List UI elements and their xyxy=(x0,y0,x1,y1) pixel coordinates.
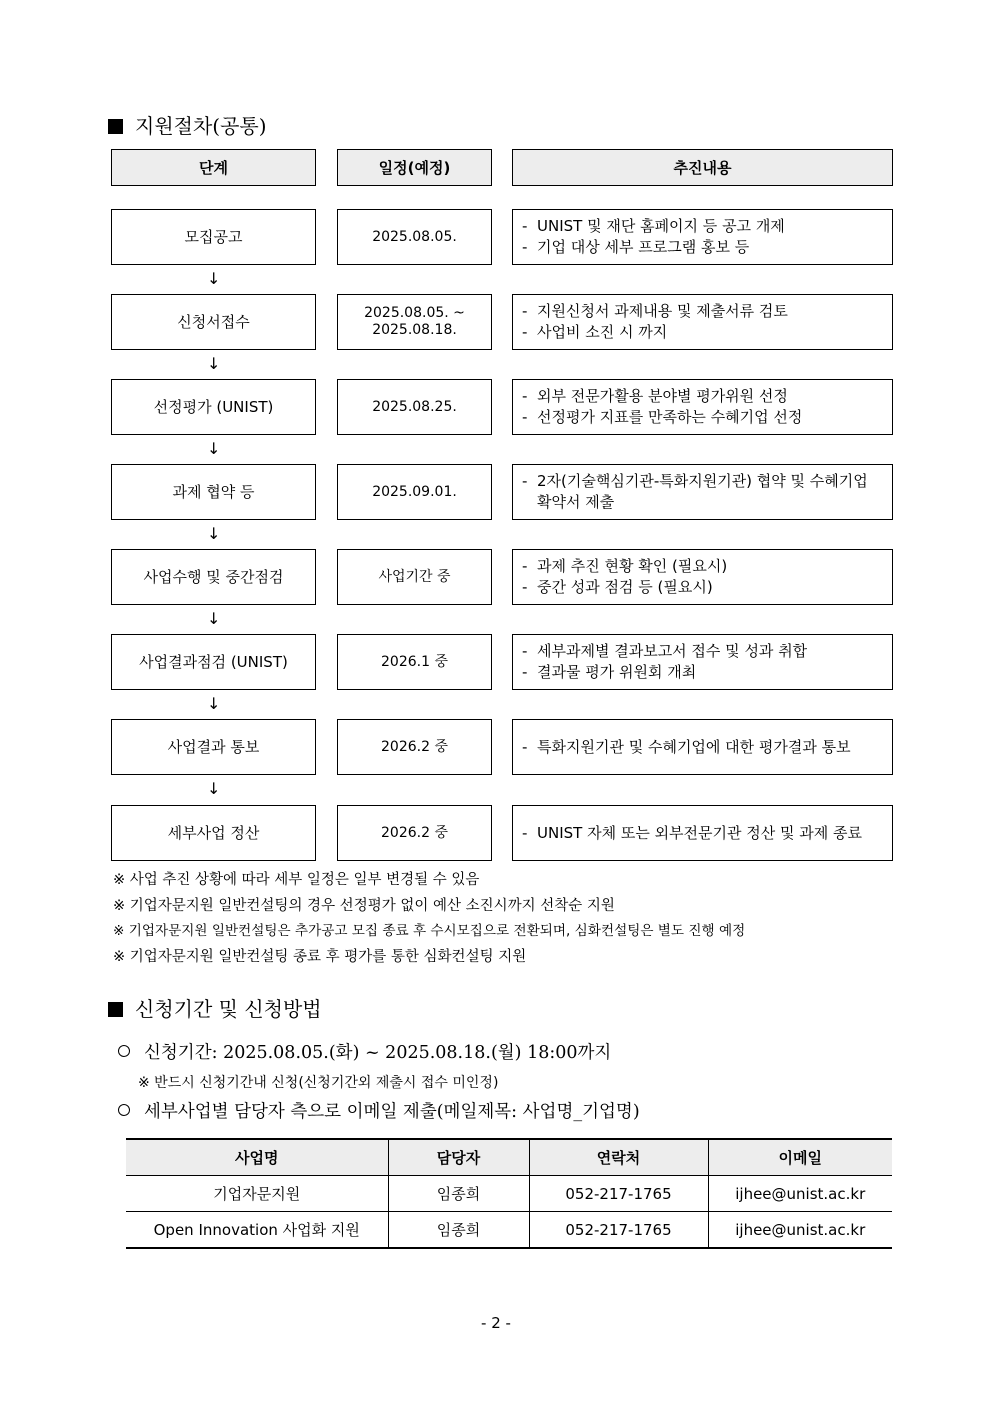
step-content-line: 과제 추진 현황 확인 (필요시) xyxy=(537,557,728,575)
step-date-line: 2026.1 중 xyxy=(381,653,448,670)
program-name-cell: Open Innovation 사업화 지원 xyxy=(126,1212,388,1249)
section-title-procedure xyxy=(108,114,267,138)
table-row xyxy=(126,1212,892,1249)
step-date-line: 2025.08.05. ~ xyxy=(364,305,465,321)
step-date-line: 사업기간 중 xyxy=(378,568,451,585)
step-stage: 사업결과점검 (UNIST) xyxy=(111,634,316,690)
step-date xyxy=(337,294,492,350)
step-content: - UNIST 및 재단 홈페이지 등 공고 개제 - 기업 대상 세부 프로그램 홍보 등 xyxy=(512,209,893,265)
step-date-line: 2025.08.05. xyxy=(372,228,457,245)
step-date xyxy=(337,805,492,861)
step-content-line: 기업 대상 세부 프로그램 홍보 등 xyxy=(537,238,750,256)
circle-bullet-icon xyxy=(118,1104,130,1116)
application-method-text: 세부사업별 담당자 측으로 이메일 제출(메일제목: 사업명_기업명) xyxy=(144,1102,640,1122)
step-content-line: 2자(기술핵심기관-특화지원기관) 협약 및 수혜기업 확약서 제출 xyxy=(537,472,868,511)
step-content-line: 선정평가 지표를 만족하는 수혜기업 선정 xyxy=(537,408,803,426)
step-date xyxy=(337,464,492,520)
step-content: - 지원신청서 과제내용 및 제출서류 검토 - 사업비 소진 시 까지 xyxy=(512,294,893,350)
note-line: ※ 기업자문지원 일반컨설팅의 경우 선정평가 없이 예산 소진시까지 선착순 지원 xyxy=(113,897,615,914)
step-stage: 선정평가 (UNIST) xyxy=(111,379,316,435)
step-content-line: 특화지원기관 및 수혜기업에 대한 평가결과 통보 xyxy=(537,737,851,756)
step-stage: 신청서접수 xyxy=(111,294,316,350)
step-content-line: 외부 전문가활용 분야별 평가위원 선정 xyxy=(537,387,788,405)
step-date xyxy=(337,209,492,265)
circle-bullet-icon xyxy=(118,1045,130,1057)
step-content-line: UNIST 자체 또는 외부전문기관 정산 및 과제 종료 xyxy=(537,823,863,842)
down-arrow-icon: ↓ xyxy=(207,609,221,628)
step-content: - 2자(기술핵심기관-특화지원기관) 협약 및 수혜기업 확약서 제출 xyxy=(512,464,893,520)
down-arrow-icon: ↓ xyxy=(207,694,221,713)
down-arrow-icon: ↓ xyxy=(207,524,221,543)
column-header: 이메일 xyxy=(708,1139,892,1176)
contact-table xyxy=(126,1138,892,1249)
square-bullet-icon xyxy=(108,1002,123,1017)
table-row xyxy=(126,1176,892,1212)
note-line: ※ 사업 추진 상황에 따라 세부 일정은 일부 변경될 수 있음 xyxy=(113,872,480,888)
application-period xyxy=(118,1041,611,1065)
application-period-text: 신청기간: 2025.08.05.(화) ~ 2025.08.18.(월) 18:00까지 xyxy=(144,1043,612,1063)
step-content-line: 지원신청서 과제내용 및 제출서류 검토 xyxy=(537,302,788,320)
down-arrow-icon: ↓ xyxy=(207,439,221,458)
manager-cell: 임종희 xyxy=(388,1212,529,1249)
step-date xyxy=(337,379,492,435)
step-content: - 특화지원기관 및 수혜기업에 대한 평가결과 통보 xyxy=(512,719,893,775)
step-content-line: 세부과제별 결과보고서 접수 및 성과 취합 xyxy=(537,642,808,660)
step-date xyxy=(337,719,492,775)
step-content: - 과제 추진 현황 확인 (필요시) - 중간 성과 점검 등 (필요시) xyxy=(512,549,893,605)
section-title-application xyxy=(108,997,322,1021)
procedure-notes xyxy=(113,868,745,970)
step-content: - 외부 전문가활용 분야별 평가위원 선정 - 선정평가 지표를 만족하는 수혜기업 선정 xyxy=(512,379,893,435)
step-date-line: 2025.08.25. xyxy=(372,398,457,415)
application-title-text: 신청기간 및 신청방법 xyxy=(135,997,322,1021)
step-content-line: 결과물 평가 위원회 개최 xyxy=(537,663,697,681)
step-stage: 사업결과 통보 xyxy=(111,719,316,775)
step-content-line: 중간 성과 점검 등 (필요시) xyxy=(537,578,713,596)
square-bullet-icon xyxy=(108,119,123,134)
step-date-line: 2026.2 중 xyxy=(381,824,448,841)
header-stage: 단계 xyxy=(111,149,316,186)
header-schedule: 일정(예정) xyxy=(337,149,492,186)
step-content: - UNIST 자체 또는 외부전문기관 정산 및 과제 종료 xyxy=(512,805,893,861)
procedure-title-text: 지원절차(공통) xyxy=(135,114,267,138)
step-content: - 세부과제별 결과보고서 접수 및 성과 취합 - 결과물 평가 위원회 개최 xyxy=(512,634,893,690)
phone-cell: 052-217-1765 xyxy=(529,1212,708,1249)
program-name-cell: 기업자문지원 xyxy=(126,1176,388,1212)
step-date xyxy=(337,634,492,690)
column-header: 연락처 xyxy=(529,1139,708,1176)
email-cell[interactable]: ijhee@unist.ac.kr xyxy=(708,1212,892,1249)
step-content-line: 사업비 소진 시 까지 xyxy=(537,323,668,341)
email-cell[interactable]: ijhee@unist.ac.kr xyxy=(708,1176,892,1212)
step-stage: 과제 협약 등 xyxy=(111,464,316,520)
application-period-note: ※ 반드시 신청기간내 신청(신청기간외 제출시 접수 미인정) xyxy=(138,1075,499,1091)
step-content-line: UNIST 및 재단 홈페이지 등 공고 개제 xyxy=(537,217,785,235)
down-arrow-icon: ↓ xyxy=(207,354,221,373)
column-header: 사업명 xyxy=(126,1139,388,1176)
note-line: ※ 기업자문지원 일반컨설팅은 추가공고 모집 종료 후 수시모집으로 전환되며, 심화컨설팅은 별도 진행 예정 xyxy=(113,923,746,939)
step-stage: 세부사업 정산 xyxy=(111,805,316,861)
step-stage: 사업수행 및 중간점검 xyxy=(111,549,316,605)
down-arrow-icon: ↓ xyxy=(207,779,221,798)
step-stage: 모집공고 xyxy=(111,209,316,265)
column-header: 담당자 xyxy=(388,1139,529,1176)
header-content: 추진내용 xyxy=(512,149,893,186)
manager-cell: 임종희 xyxy=(388,1176,529,1212)
page-number: - 2 - xyxy=(481,1314,511,1332)
table-header-row xyxy=(126,1139,892,1176)
note-line: ※ 기업자문지원 일반컨설팅 종료 후 평가를 통한 심화컨설팅 지원 xyxy=(113,948,527,965)
phone-cell: 052-217-1765 xyxy=(529,1176,708,1212)
down-arrow-icon: ↓ xyxy=(207,269,221,288)
application-method xyxy=(118,1100,640,1124)
step-date-line: 2026.2 중 xyxy=(381,738,448,755)
step-date xyxy=(337,549,492,605)
step-date-line: 2025.09.01. xyxy=(372,483,457,500)
step-date-line: 2025.08.18. xyxy=(372,322,457,338)
